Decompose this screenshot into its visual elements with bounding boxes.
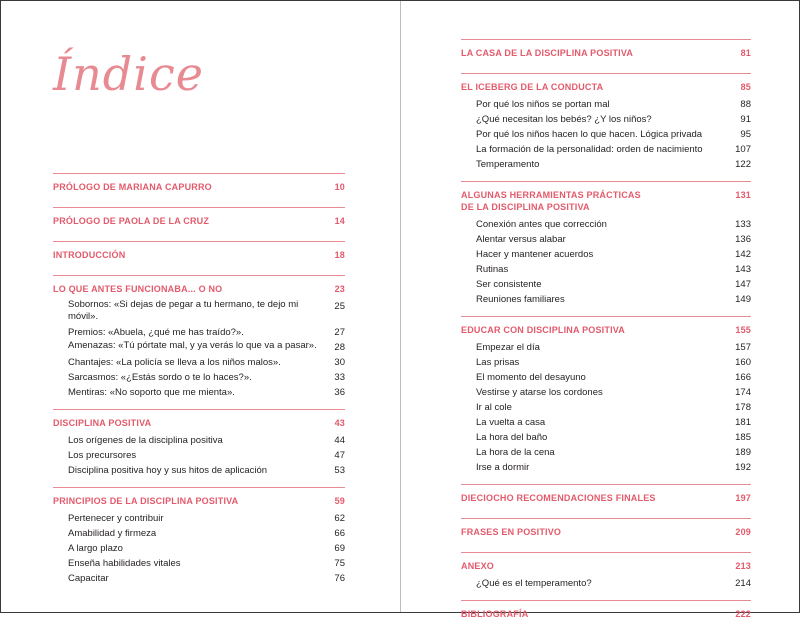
entry-page-number: 122: [735, 159, 751, 170]
entry-title: El momento del desayuno: [476, 372, 586, 383]
toc-entry[interactable]: [476, 445, 751, 460]
entry-page-number: 47: [334, 450, 345, 461]
section-title: PRINCIPIOS DE LA DISCIPLINA POSITIVA: [53, 496, 239, 506]
entry-page-number: 44: [334, 435, 345, 446]
entry-page-number: 107: [735, 144, 751, 155]
toc-entry[interactable]: [68, 355, 345, 370]
toc-entry[interactable]: [476, 247, 751, 262]
entry-page-number: 25: [334, 301, 345, 312]
section-page-number: 213: [735, 561, 751, 571]
entry-title: Enseña habilidades vitales: [68, 558, 181, 569]
toc-entry[interactable]: [68, 511, 345, 526]
toc-entry[interactable]: [68, 340, 345, 355]
toc-entry[interactable]: [68, 370, 345, 385]
page-fold: [400, 1, 401, 612]
section-page-number: 18: [334, 250, 345, 260]
entry-list: [53, 507, 345, 590]
section-page-number: 222: [735, 609, 751, 619]
toc-section-bibliografia: [461, 600, 751, 629]
entry-page-number: 28: [334, 342, 345, 353]
entry-title: Mentiras: «No soporto que me mienta».: [68, 387, 235, 398]
entry-title: Hacer y mantener acuerdos: [476, 249, 594, 260]
entry-list: [461, 93, 751, 176]
toc-entry[interactable]: [476, 576, 751, 591]
toc-entry[interactable]: [476, 127, 751, 142]
entry-list: [53, 295, 345, 404]
entry-page-number: 27: [334, 327, 345, 338]
toc-entry[interactable]: [68, 556, 345, 571]
section-heading-row[interactable]: [461, 182, 751, 213]
entry-list: [53, 429, 345, 482]
section-page-number: 155: [735, 325, 751, 335]
entry-title: Premios: «Abuela, ¿qué me has traído?».: [68, 327, 244, 338]
toc-entry[interactable]: [476, 262, 751, 277]
entry-title: Reuniones familiares: [476, 294, 565, 305]
entry-page-number: 62: [334, 513, 345, 524]
section-page-number: 23: [334, 284, 345, 294]
entry-page-number: 181: [735, 417, 751, 428]
section-page-number: 81: [740, 48, 751, 58]
entry-list: [461, 336, 751, 479]
toc-section-principios-de-la-disciplina-positiva: [53, 487, 345, 590]
entry-title: Sarcasmos: «¿Estás sordo o te lo haces?».: [68, 372, 252, 383]
entry-page-number: 160: [735, 357, 751, 368]
entry-title: La hora del baño: [476, 432, 548, 443]
entry-title: Ir al cole: [476, 402, 512, 413]
section-page-number: 131: [735, 190, 751, 200]
section-heading-row[interactable]: [53, 208, 345, 227]
entry-title: ¿Qué es el temperamento?: [476, 578, 592, 589]
entry-title: Vestirse y atarse los cordones: [476, 387, 603, 398]
entry-page-number: 36: [334, 387, 345, 398]
entry-list: [461, 572, 751, 595]
toc-entry[interactable]: [68, 463, 345, 478]
section-page-number: 14: [334, 216, 345, 226]
section-page-number: 85: [740, 82, 751, 92]
section-heading-row[interactable]: [461, 74, 751, 93]
section-heading-row[interactable]: [461, 553, 751, 572]
section-title: EL ICEBERG DE LA CONDUCTA: [461, 82, 604, 92]
entry-title: Conexión antes que corrección: [476, 219, 607, 230]
toc-entry[interactable]: [476, 277, 751, 292]
toc-entry[interactable]: [476, 460, 751, 475]
entry-page-number: 91: [740, 114, 751, 125]
entry-title: Amabilidad y firmeza: [68, 528, 157, 539]
section-page-number: 209: [735, 527, 751, 537]
toc-entry[interactable]: [68, 526, 345, 541]
entry-page-number: 157: [735, 342, 751, 353]
entry-page-number: 143: [735, 264, 751, 275]
toc-entry[interactable]: [476, 415, 751, 430]
entry-page-number: 75: [334, 558, 345, 569]
section-heading-row[interactable]: [461, 317, 751, 336]
toc-entry[interactable]: [476, 400, 751, 415]
entry-page-number: 142: [735, 249, 751, 260]
section-title: LA CASA DE LA DISCIPLINA POSITIVA: [461, 48, 634, 58]
section-heading-row[interactable]: [461, 40, 751, 59]
entry-title: A largo plazo: [68, 543, 123, 554]
toc-entry[interactable]: [476, 340, 751, 355]
entry-title: La formación de la personalidad: orden de nacimiento: [476, 144, 703, 155]
entry-title: Los orígenes de la disciplina positiva: [68, 435, 223, 446]
entry-page-number: 192: [735, 462, 751, 473]
entry-title: Rutinas: [476, 264, 509, 275]
section-title: BIBLIOGRAFÍA: [461, 609, 529, 619]
entry-page-number: 189: [735, 447, 751, 458]
entry-title: Disciplina positiva hoy y sus hitos de aplicación: [68, 465, 268, 476]
section-spacer: [461, 59, 751, 68]
section-spacer: [461, 538, 751, 547]
section-heading-row[interactable]: [53, 276, 345, 295]
entry-title: ¿Qué necesitan los bebés? ¿Y los niños?: [476, 114, 652, 125]
entry-page-number: 66: [334, 528, 345, 539]
toc-section-el-iceberg-de-la-conducta: [461, 73, 751, 176]
entry-page-number: 95: [740, 129, 751, 140]
section-title: INTRODUCCIÓN: [53, 250, 126, 260]
toc-entry[interactable]: [476, 385, 751, 400]
toc-left-column: [53, 173, 345, 595]
section-heading-row[interactable]: [461, 601, 751, 620]
entry-page-number: 76: [334, 573, 345, 584]
toc-entry[interactable]: [476, 232, 751, 247]
section-title: PRÓLOGO DE MARIANA CAPURRO: [53, 182, 212, 192]
toc-entry[interactable]: [476, 355, 751, 370]
entry-page-number: 214: [735, 578, 751, 589]
entry-title: Pertenecer y contribuir: [68, 513, 164, 524]
entry-page-number: 185: [735, 432, 751, 443]
section-title: FRASES EN POSITIVO: [461, 527, 562, 537]
section-page-number: 197: [735, 493, 751, 503]
section-title: ANEXO: [461, 561, 495, 571]
entry-page-number: 88: [740, 99, 751, 110]
entry-title: Capacitar: [68, 573, 109, 584]
entry-page-number: 174: [735, 387, 751, 398]
entry-title: Amenazas: «Tú pórtate mal, y ya verás lo que va a pasar».: [68, 340, 317, 351]
section-spacer: [53, 261, 345, 270]
section-heading-row[interactable]: [53, 410, 345, 429]
toc-section-introduccion: [53, 241, 345, 270]
section-title: PRÓLOGO DE PAOLA DE LA CRUZ: [53, 216, 210, 226]
toc-section-prologo-de-paola-de-la-cruz: [53, 207, 345, 236]
toc-entry[interactable]: [476, 370, 751, 385]
section-spacer: [53, 193, 345, 202]
toc-entry[interactable]: [476, 430, 751, 445]
toc-entry[interactable]: [68, 571, 345, 586]
toc-entry[interactable]: [476, 157, 751, 172]
entry-title: La hora de la cena: [476, 447, 555, 458]
entry-page-number: 33: [334, 372, 345, 383]
entry-page-number: 133: [735, 219, 751, 230]
toc-section-prologo-de-mariana-capurro: [53, 173, 345, 202]
section-heading-row[interactable]: [53, 174, 345, 193]
toc-section-algunas-herramientas-practicas-de-la-dis: [461, 181, 751, 311]
toc-entry[interactable]: [476, 292, 751, 307]
toc-entry[interactable]: [68, 299, 345, 325]
entry-title: Alentar versus alabar: [476, 234, 566, 245]
entry-title: Por qué los niños hacen lo que hacen. Lógica privada: [476, 129, 703, 140]
entry-title: Chantajes: «La policía se lleva a los niños malos».: [68, 357, 281, 368]
toc-section-frases-en-positivo: [461, 518, 751, 547]
toc-entry[interactable]: [476, 142, 751, 157]
entry-list: [461, 213, 751, 311]
entry-page-number: 147: [735, 279, 751, 290]
entry-title: Irse a dormir: [476, 462, 530, 473]
toc-entry[interactable]: [68, 433, 345, 448]
toc-entry[interactable]: [68, 541, 345, 556]
toc-section-lo-que-antes-funcionaba-o-no: [53, 275, 345, 404]
section-spacer: [461, 620, 751, 629]
toc-entry[interactable]: [476, 217, 751, 232]
toc-section-educar-con-disciplina-positiva: [461, 316, 751, 479]
toc-section-anexo: [461, 552, 751, 595]
entry-title: Por qué los niños se portan mal: [476, 99, 610, 110]
toc-section-disciplina-positiva: [53, 409, 345, 482]
entry-title: La vuelta a casa: [476, 417, 546, 428]
entry-title: Sobornos: «Si dejas de pegar a tu hermano, te dejo mi móvil».: [68, 299, 299, 322]
section-spacer: [53, 227, 345, 236]
section-heading-row[interactable]: [461, 485, 751, 504]
toc-section-la-casa-de-la-disciplina-positiva: [461, 39, 751, 68]
toc-entry[interactable]: [68, 325, 345, 340]
entry-title: Las prisas: [476, 357, 520, 368]
entry-page-number: 30: [334, 357, 345, 368]
entry-page-number: 136: [735, 234, 751, 245]
toc-entry[interactable]: [68, 385, 345, 400]
section-heading-row[interactable]: [53, 488, 345, 507]
entry-title: Ser consistente: [476, 279, 542, 290]
entry-title: Los precursores: [68, 450, 137, 461]
section-title: EDUCAR CON DISCIPLINA POSITIVA: [461, 325, 626, 335]
toc-entry[interactable]: [476, 97, 751, 112]
entry-page-number: 53: [334, 465, 345, 476]
page-title: Índice: [53, 47, 204, 101]
section-title: DISCIPLINA POSITIVA: [53, 418, 152, 428]
entry-page-number: 178: [735, 402, 751, 413]
section-title: DIECIOCHO RECOMENDACIONES FINALES: [461, 493, 656, 503]
entry-title: Temperamento: [476, 159, 540, 170]
entry-page-number: 69: [334, 543, 345, 554]
toc-entry[interactable]: [68, 448, 345, 463]
section-heading-row[interactable]: [461, 519, 751, 538]
section-title: ALGUNAS HERRAMIENTAS PRÁCTICAS DE LA DISCIPLINA POSITIVA: [461, 190, 641, 212]
toc-entry[interactable]: [476, 112, 751, 127]
section-page-number: 43: [334, 418, 345, 428]
entry-title: Empezar el día: [476, 342, 540, 353]
section-heading-row[interactable]: [53, 242, 345, 261]
section-spacer: [461, 504, 751, 513]
toc-right-column: [461, 39, 751, 634]
section-page-number: 59: [334, 496, 345, 506]
entry-page-number: 149: [735, 294, 751, 305]
entry-page-number: 166: [735, 372, 751, 383]
section-title: LO QUE ANTES FUNCIONABA... O NO: [53, 284, 223, 294]
section-page-number: 10: [334, 182, 345, 192]
toc-section-dieciocho-recomendaciones-finales: [461, 484, 751, 513]
